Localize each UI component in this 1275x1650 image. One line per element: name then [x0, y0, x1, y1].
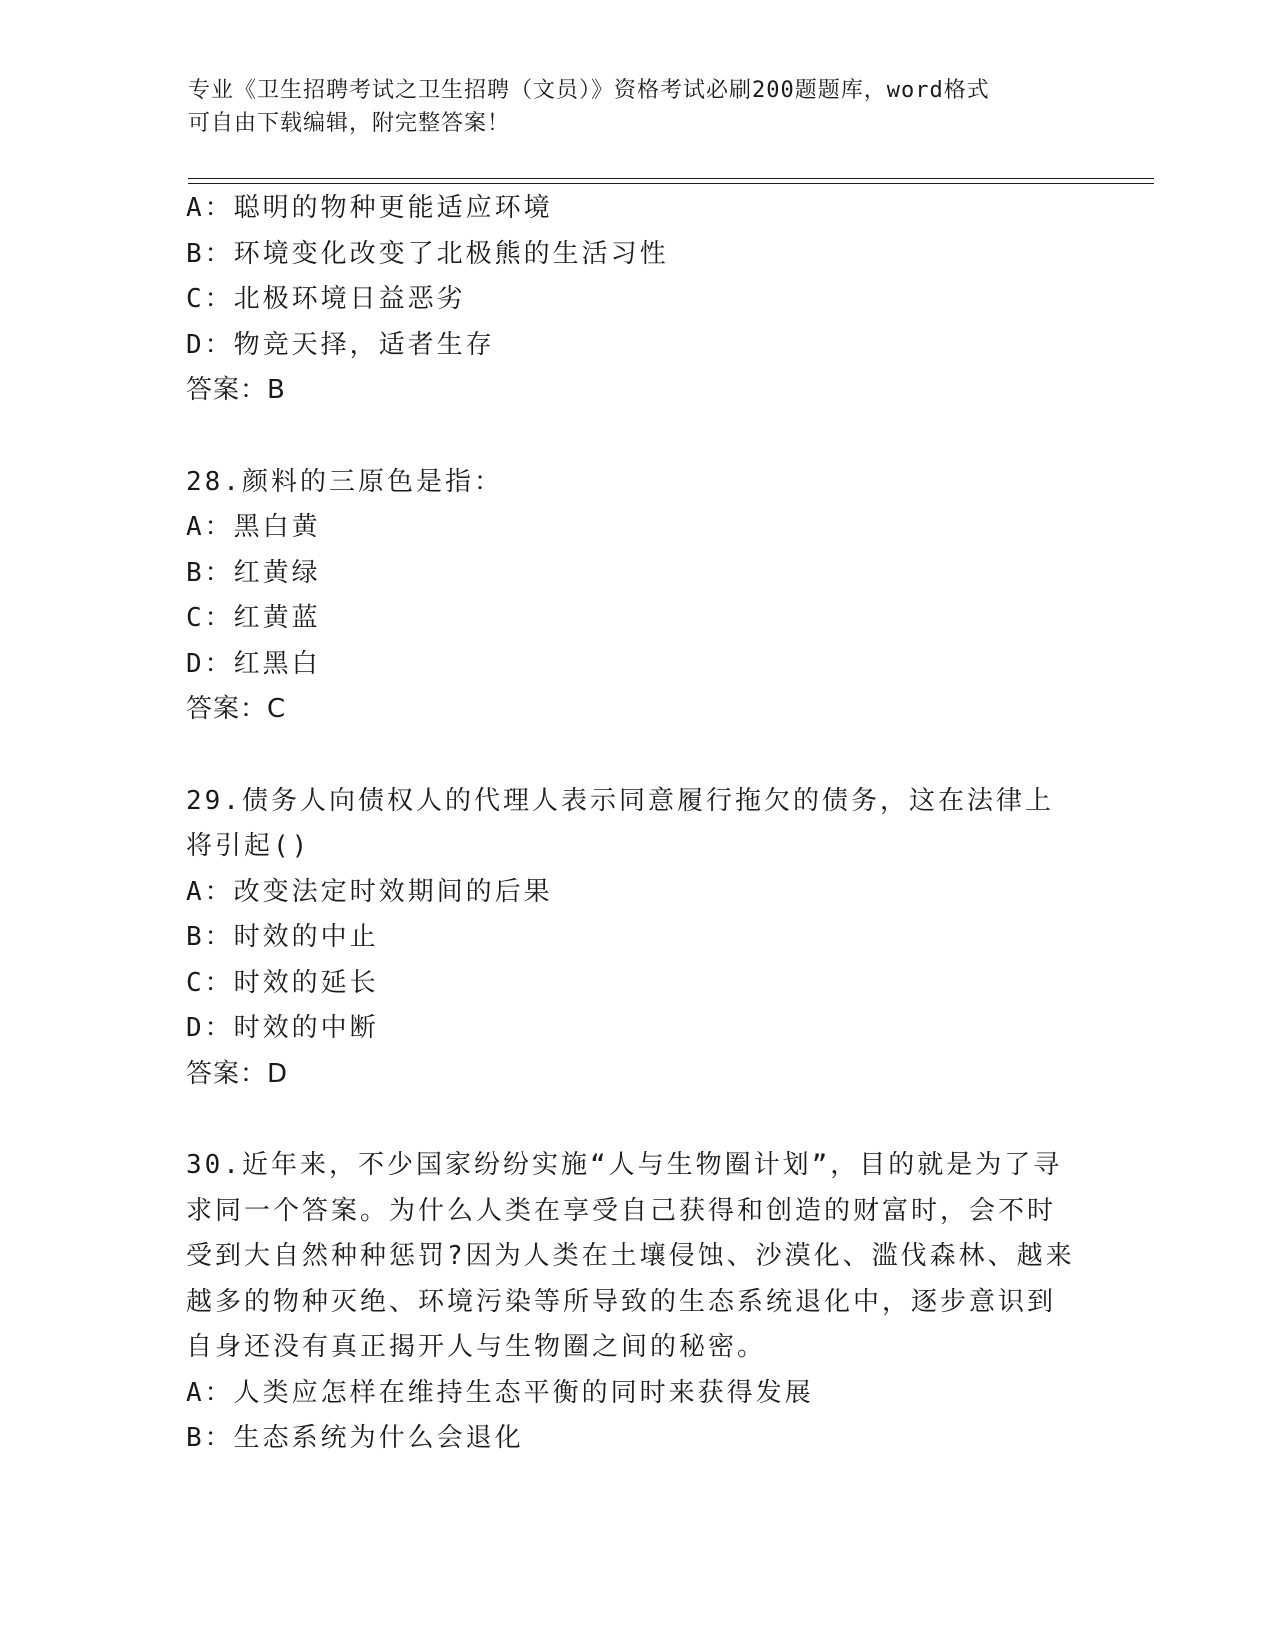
question-block-29 [186, 779, 1076, 1098]
option-b: B：时效的中止 [186, 922, 379, 952]
question-block-27 [186, 186, 1076, 414]
option-b: B：红黄绿 [186, 557, 321, 588]
option-d: D：红黑白 [186, 648, 321, 679]
question-block-28 [186, 460, 1076, 733]
answer-line: 答案：D [186, 1058, 289, 1089]
option-a: A：人类应怎样在维持生态平衡的同时来获得发展 [186, 1377, 814, 1408]
option-c: C：北极环境日益恶劣 [186, 284, 466, 314]
header-line-2: 可自由下载编辑，附完整答案！ [188, 111, 511, 136]
option-a: A：黑白黄 [186, 512, 321, 542]
question-stem: 29.债务人向债权人的代理人表示同意履行拖欠的债务，这在法律上将引起() [186, 785, 1054, 861]
document-header [188, 74, 1068, 140]
spacer [186, 414, 1076, 460]
answer-line: 答案：B [186, 375, 286, 405]
spacer [186, 733, 1076, 779]
option-a: A：聪明的物种更能适应环境 [186, 193, 553, 223]
option-c: C：红黄蓝 [186, 603, 321, 633]
question-stem: 28.颜料的三原色是指： [186, 466, 503, 497]
spacer [186, 1097, 1076, 1143]
answer-line: 答案：C [186, 694, 287, 724]
option-b: B：生态系统为什么会退化 [186, 1423, 524, 1453]
header-divider-top [188, 178, 1154, 179]
option-b: B：环境变化改变了北极熊的生活习性 [186, 238, 669, 269]
option-d: D：时效的中断 [186, 1013, 379, 1043]
option-a: A：改变法定时效期间的后果 [186, 876, 553, 907]
header-line-1: 专业《卫生招聘考试之卫生招聘（文员）》资格考试必刷200题题库，word格式 [188, 78, 990, 103]
question-block-30 [186, 1143, 1076, 1462]
question-stem: 30.近年来，不少国家纷纷实施“人与生物圈计划”，目的就是为了寻求同一个答案。为什么人类在享受自己获得和创造的财富时，会不时受到大自然种种惩罚?因为人类在土壤侵蚀、沙漠化、滥伐森林、越来越多的物种灭绝、环境污染等所导致的生态系统退化中，逐步意识到自身还没有真正揭开人与生物圈之间的秘密。 [186, 1150, 1075, 1362]
header-divider-bottom [188, 183, 1154, 184]
question-list [186, 186, 1076, 1462]
option-c: C：时效的延长 [186, 967, 379, 998]
option-d: D：物竞天择，适者生存 [186, 329, 495, 360]
